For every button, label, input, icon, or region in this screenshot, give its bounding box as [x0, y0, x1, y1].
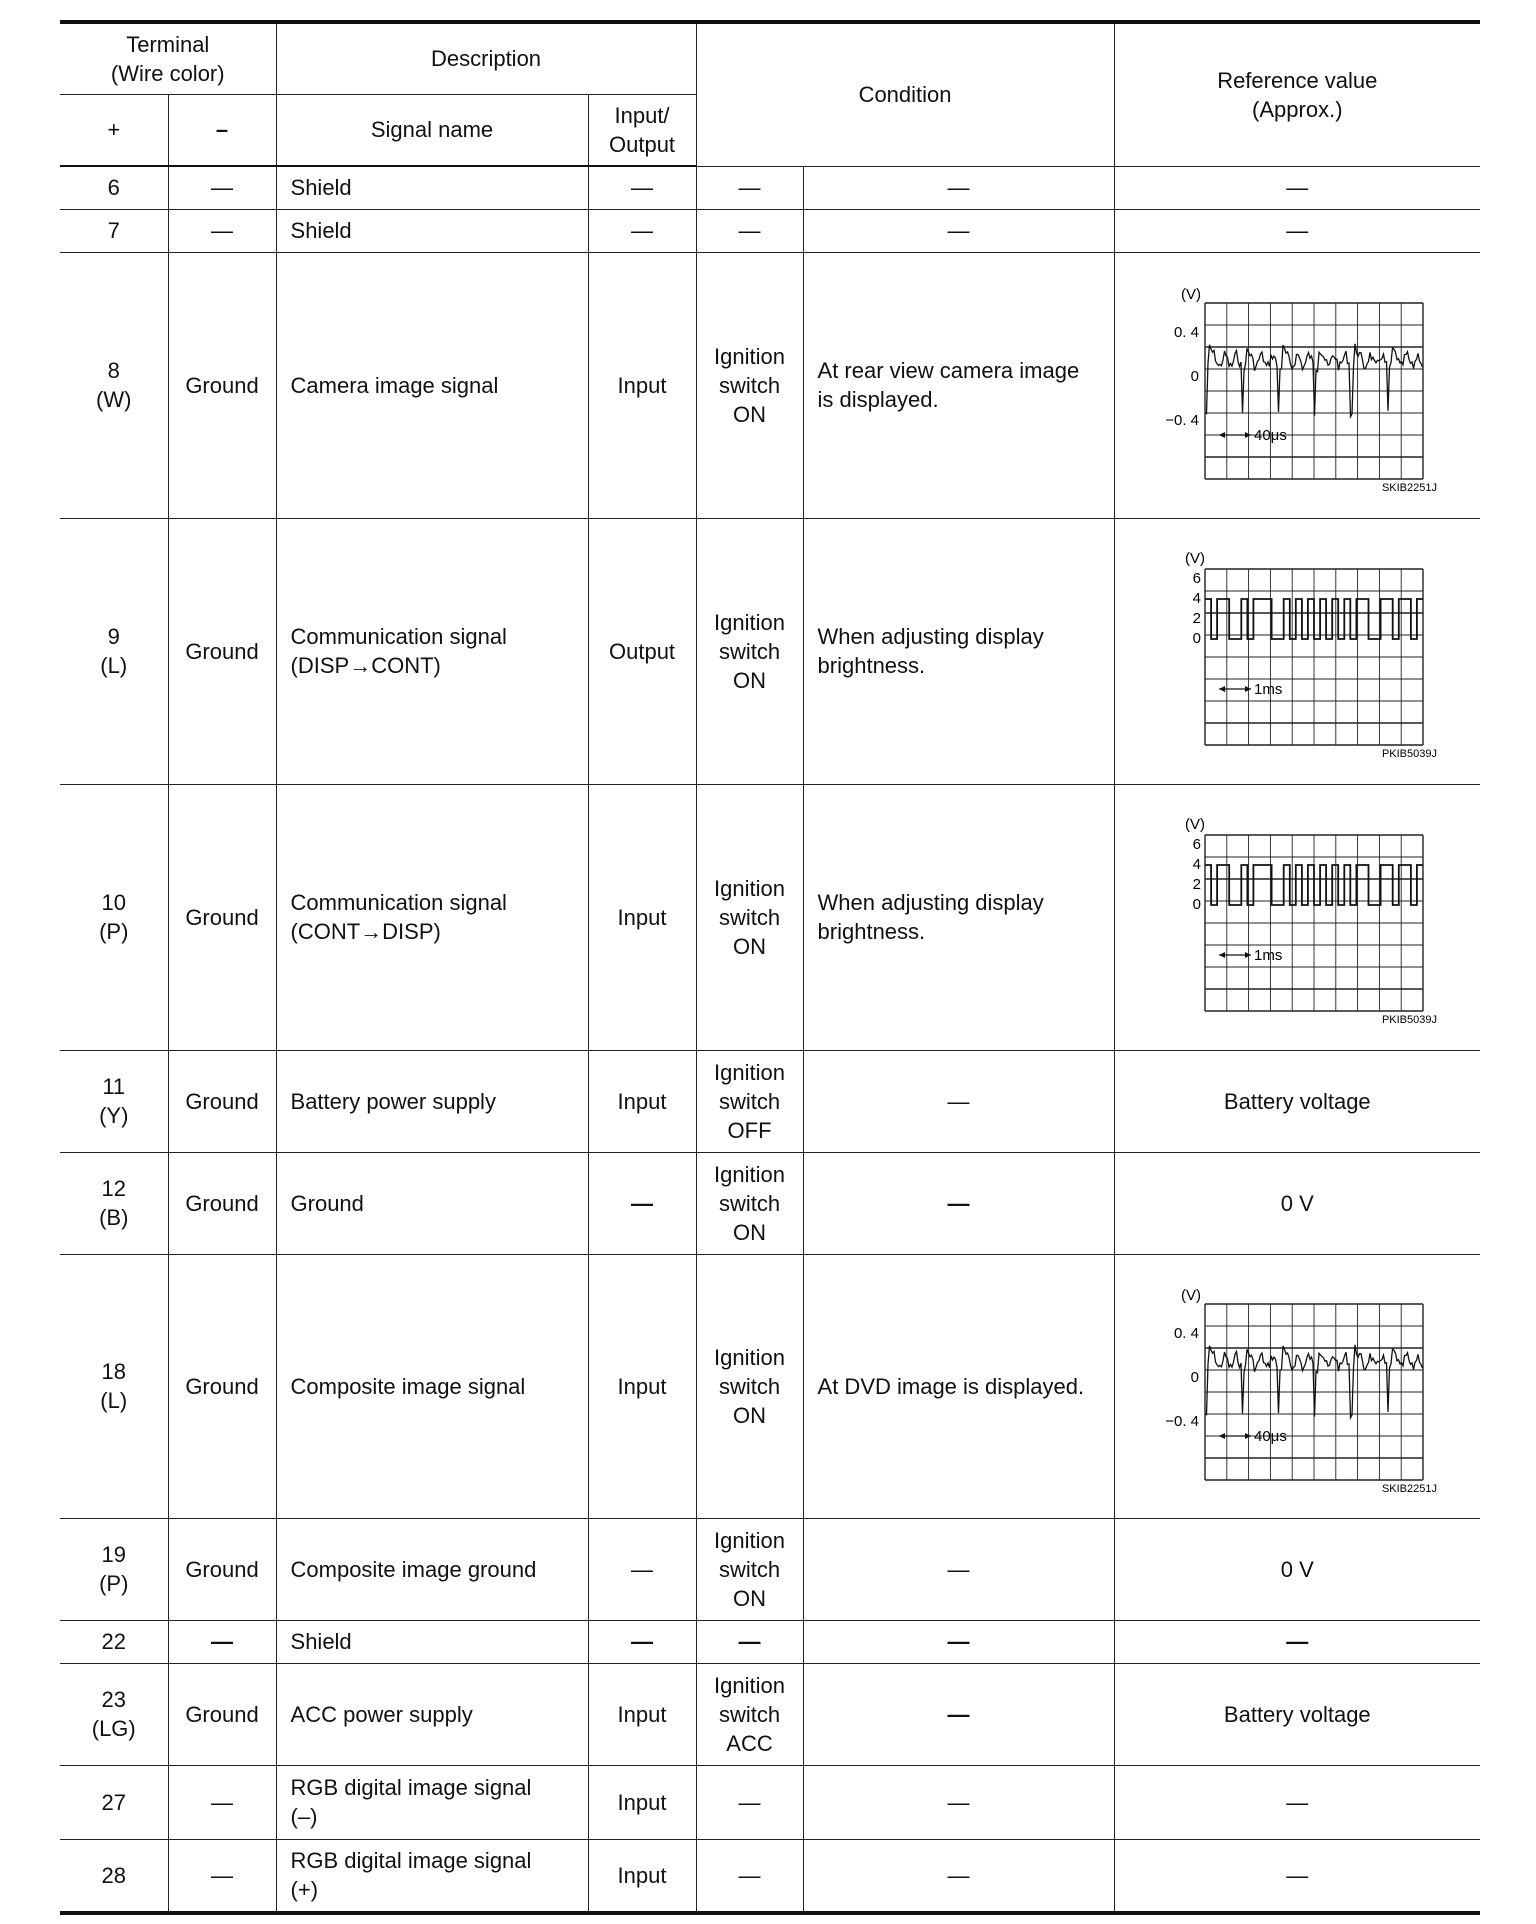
header-minus: –: [168, 94, 276, 166]
input-output: —: [588, 1152, 696, 1254]
comm-out-waveform: [1147, 541, 1447, 761]
input-output: Input: [588, 1839, 696, 1913]
y-tick-label: 0. 4: [1174, 1325, 1200, 1342]
input-output: Input: [588, 252, 696, 518]
input-output: —: [588, 1518, 696, 1620]
terminal-minus: —: [168, 166, 276, 209]
time-scale-label: 40μs: [1254, 427, 1288, 444]
condition-detail: —: [803, 209, 1114, 252]
terminal-minus: Ground: [168, 1050, 276, 1152]
reference-value: —: [1114, 1765, 1480, 1839]
reference-waveform: [1114, 518, 1480, 784]
input-output: Input: [588, 1663, 696, 1765]
signal-name: Battery power supply: [276, 1050, 588, 1152]
terminal-plus: 27: [60, 1765, 168, 1839]
y-tick-label: 4: [1192, 856, 1202, 873]
signal-name: Composite image ground: [276, 1518, 588, 1620]
figure-code: SKIB2251J: [1382, 482, 1438, 494]
signal-name: Communication signal (CONT→DISP): [276, 784, 588, 1050]
terminal-plus: 12 (B): [60, 1152, 168, 1254]
arrow-left-icon: [1219, 432, 1225, 438]
signal-trace: [1205, 865, 1423, 905]
y-tick-label: 2: [1192, 610, 1202, 627]
time-scale-label: 40μs: [1254, 1428, 1288, 1445]
table-row: [60, 784, 1480, 1050]
condition-switch: Ignition switch ON: [696, 1152, 803, 1254]
table-row: [60, 209, 1480, 252]
header-terminal: Terminal (Wire color): [60, 22, 276, 94]
condition-detail: —: [803, 1765, 1114, 1839]
reference-value: Battery voltage: [1114, 1663, 1480, 1765]
table-row: [60, 1152, 1480, 1254]
table-row: [60, 1765, 1480, 1839]
arrow-left-icon: [1219, 686, 1225, 692]
table-row: [60, 518, 1480, 784]
table-row: [60, 252, 1480, 518]
condition-switch: Ignition switch ON: [696, 1518, 803, 1620]
reference-value: 0 V: [1114, 1518, 1480, 1620]
figure-code: PKIB5039J: [1382, 748, 1438, 760]
reference-waveform: [1114, 252, 1480, 518]
reference-waveform: [1114, 784, 1480, 1050]
reference-value: —: [1114, 1839, 1480, 1913]
header-plus: +: [60, 94, 168, 166]
condition-detail: —: [803, 1663, 1114, 1765]
condition-switch: Ignition switch ON: [696, 518, 803, 784]
signal-name: Shield: [276, 209, 588, 252]
condition-detail: —: [803, 1839, 1114, 1913]
signal-name: Shield: [276, 166, 588, 209]
camera-waveform: [1147, 275, 1447, 495]
header-reference: Reference value (Approx.): [1114, 22, 1480, 166]
input-output: —: [588, 1620, 696, 1663]
reference-value: 0 V: [1114, 1152, 1480, 1254]
condition-switch: —: [696, 209, 803, 252]
condition-switch: Ignition switch ON: [696, 784, 803, 1050]
condition-detail: —: [803, 1152, 1114, 1254]
terminal-plus: 9 (L): [60, 518, 168, 784]
terminal-plus: 18 (L): [60, 1254, 168, 1518]
condition-switch: Ignition switch ON: [696, 252, 803, 518]
arrow-right-icon: [1245, 432, 1251, 438]
signal-name: Camera image signal: [276, 252, 588, 518]
terminal-plus: 8 (W): [60, 252, 168, 518]
condition-switch: —: [696, 166, 803, 209]
y-tick-label: 6: [1192, 570, 1202, 587]
terminal-plus: 19 (P): [60, 1518, 168, 1620]
signal-trace: [1205, 599, 1423, 639]
table-row: [60, 1050, 1480, 1152]
arrow-left-icon: [1219, 952, 1225, 958]
condition-detail: When adjusting display brightness.: [803, 784, 1114, 1050]
signal-name: Shield: [276, 1620, 588, 1663]
header-io: Input/ Output: [588, 94, 696, 166]
oscilloscope-grid: [1205, 569, 1423, 745]
reference-value: —: [1114, 166, 1480, 209]
reference-value: —: [1114, 1620, 1480, 1663]
condition-switch: Ignition switch ACC: [696, 1663, 803, 1765]
time-scale-label: 1ms: [1254, 947, 1283, 964]
y-tick-label: 0. 4: [1174, 324, 1200, 341]
input-output: Output: [588, 518, 696, 784]
time-scale-label: 1ms: [1254, 681, 1283, 698]
y-tick-label: 4: [1192, 590, 1202, 607]
terminal-plus: 22: [60, 1620, 168, 1663]
terminal-minus: Ground: [168, 1152, 276, 1254]
reference-value: —: [1114, 209, 1480, 252]
terminal-minus: —: [168, 1765, 276, 1839]
y-tick-label: 0: [1190, 1369, 1200, 1386]
composite-waveform: [1147, 1276, 1447, 1496]
header-signal-name: Signal name: [276, 94, 588, 166]
terminal-minus: Ground: [168, 518, 276, 784]
signal-name: RGB digital image signal (+): [276, 1839, 588, 1913]
condition-detail: At rear view camera image is displayed.: [803, 252, 1114, 518]
y-tick-label: 0: [1190, 368, 1200, 385]
terminal-table-sheet: [60, 20, 1480, 1915]
comm-in-waveform: [1147, 807, 1447, 1027]
terminal-plus: 10 (P): [60, 784, 168, 1050]
y-tick-label: 2: [1192, 876, 1202, 893]
terminal-table: [60, 20, 1480, 1915]
table-row: [60, 1663, 1480, 1765]
signal-name: Communication signal (DISP→CONT): [276, 518, 588, 784]
condition-detail: —: [803, 1518, 1114, 1620]
input-output: —: [588, 209, 696, 252]
y-tick-label: 6: [1192, 836, 1202, 853]
terminal-plus: 28: [60, 1839, 168, 1913]
table-row: [60, 1839, 1480, 1913]
terminal-plus: 11 (Y): [60, 1050, 168, 1152]
reference-value: Battery voltage: [1114, 1050, 1480, 1152]
signal-name: ACC power supply: [276, 1663, 588, 1765]
condition-switch: Ignition switch ON: [696, 1254, 803, 1518]
terminal-plus: 6: [60, 166, 168, 209]
condition-switch: —: [696, 1765, 803, 1839]
arrow-right-icon: [1245, 686, 1251, 692]
signal-name: Composite image signal: [276, 1254, 588, 1518]
condition-switch: —: [696, 1839, 803, 1913]
waveform-unit: (V): [1181, 1287, 1202, 1304]
condition-detail: At DVD image is displayed.: [803, 1254, 1114, 1518]
input-output: Input: [588, 1765, 696, 1839]
table-row: [60, 1254, 1480, 1518]
waveform-unit: (V): [1185, 816, 1206, 833]
arrow-right-icon: [1245, 952, 1251, 958]
figure-code: PKIB5039J: [1382, 1014, 1438, 1026]
table-row: [60, 1518, 1480, 1620]
terminal-minus: Ground: [168, 784, 276, 1050]
waveform-unit: (V): [1185, 550, 1206, 567]
waveform-unit: (V): [1181, 286, 1202, 303]
y-tick-label: 0: [1192, 896, 1202, 913]
condition-detail: —: [803, 166, 1114, 209]
y-tick-label: −0. 4: [1165, 1413, 1200, 1430]
terminal-minus: Ground: [168, 1518, 276, 1620]
terminal-plus: 7: [60, 209, 168, 252]
terminal-plus: 23 (LG): [60, 1663, 168, 1765]
y-tick-label: −0. 4: [1165, 412, 1200, 429]
input-output: Input: [588, 784, 696, 1050]
reference-waveform: [1114, 1254, 1480, 1518]
y-tick-label: 0: [1192, 630, 1202, 647]
figure-code: SKIB2251J: [1382, 1483, 1438, 1495]
condition-detail: —: [803, 1620, 1114, 1663]
condition-switch: —: [696, 1620, 803, 1663]
oscilloscope-grid: [1205, 835, 1423, 1011]
input-output: Input: [588, 1050, 696, 1152]
terminal-minus: —: [168, 209, 276, 252]
signal-name: RGB digital image signal (–): [276, 1765, 588, 1839]
terminal-minus: Ground: [168, 1663, 276, 1765]
terminal-minus: —: [168, 1620, 276, 1663]
terminal-minus: —: [168, 1839, 276, 1913]
terminal-minus: Ground: [168, 252, 276, 518]
table-row: [60, 1620, 1480, 1663]
signal-name: Ground: [276, 1152, 588, 1254]
arrow-right-icon: [1245, 1433, 1251, 1439]
condition-switch: Ignition switch OFF: [696, 1050, 803, 1152]
header-description: Description: [276, 22, 696, 94]
arrow-left-icon: [1219, 1433, 1225, 1439]
terminal-minus: Ground: [168, 1254, 276, 1518]
header-condition: Condition: [696, 22, 1114, 166]
condition-detail: —: [803, 1050, 1114, 1152]
input-output: Input: [588, 1254, 696, 1518]
condition-detail: When adjusting display brightness.: [803, 518, 1114, 784]
input-output: —: [588, 166, 696, 209]
table-row: [60, 166, 1480, 209]
